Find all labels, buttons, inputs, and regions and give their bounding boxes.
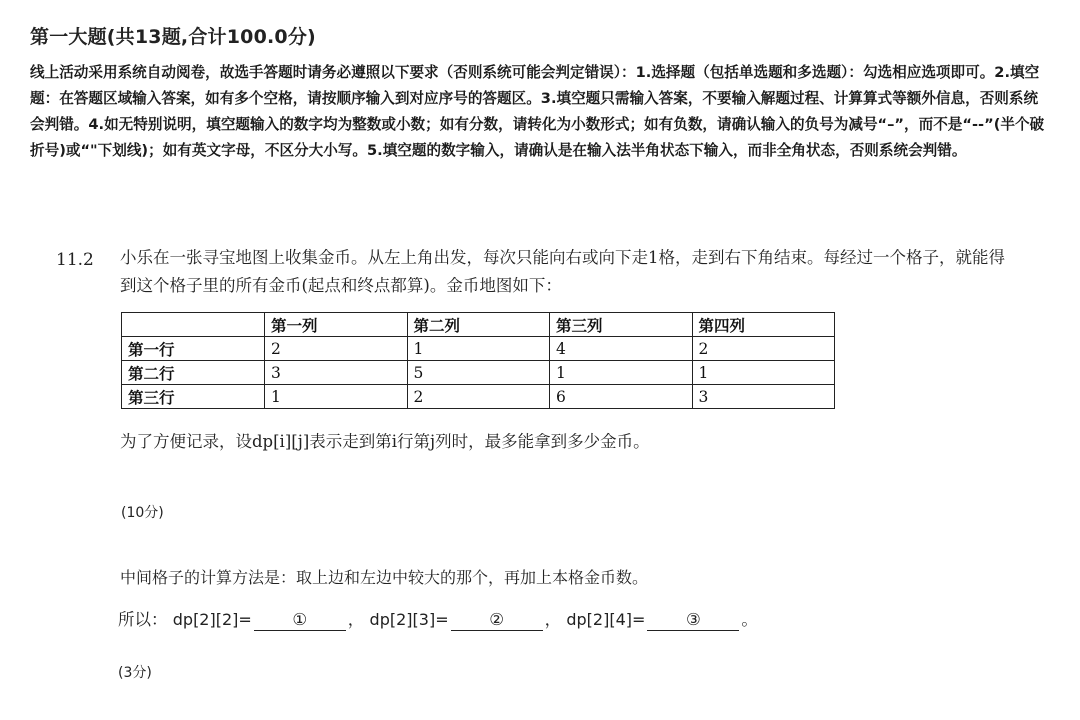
table-header-cell [122,313,265,337]
table-header-cell: 第一列 [265,313,408,337]
answer-blank-1[interactable]: ① [254,610,346,631]
table-header-cell: 第二列 [407,313,550,337]
table-cell: 1 [550,361,693,385]
dp-expression: dp[2][2]= [172,610,252,629]
instructions-text: 线上活动采用系统自动阅卷，故选手答题时请务必遵照以下要求（否则系统可能会判定错误）：1.选择题（包括单选题和多选题）：勾选相应选项即可。2.填空题：在答题区域输入答案，如有多个空格，请按顺序输入到对应序号的答题区。3.填空题只需输入答案，不要输入解题过程、计算算式等额外信息，否则系统会判错。4.如无特别说明，填空题输入的数字均为整数或小数；如有分数，请转化为小数形式；如有负数，请确认输入的负号为减号“–”，而不是“--”(半个破折号)或“"下划线)；如有英文字母，不区分大小写。5.填空题的数字输入，请确认是在输入法半角状态下输入，而非全角状态，否则系统会判错。 [30,64,1045,159]
row-label: 第一行 [122,337,265,361]
table-cell: 1 [407,337,550,361]
dp-definition-note: 为了方便记录，设dp[i][j]表示走到第i行第j列时，最多能拿到多少金币。 [120,432,650,451]
table-cell: 3 [265,361,408,385]
table-cell: 3 [692,385,835,409]
table-cell: 2 [265,337,408,361]
question-number: 11.2 [56,250,94,270]
row-label: 第三行 [122,385,265,409]
table-cell: 2 [407,385,550,409]
coin-map-table [121,312,835,409]
section-title: 第一大题(共13题,合计100.0分) [30,26,316,48]
table-row [122,385,835,409]
question-stem: 小乐在一张寻宝地图上收集金币。从左上角出发，每次只能向右或向下走1格，走到右下角结束。每经过一个格子，就能得到这个格子里的所有金币(起点和终点都算)。金币地图如下： [120,248,1005,295]
answer-blank-3[interactable]: ③ [647,610,739,631]
score-label: (3分) [118,665,152,681]
score-label: (10分) [121,505,164,521]
table-row [122,337,835,361]
answer-prefix: 所以： [118,610,168,629]
table-header-cell: 第四列 [692,313,835,337]
table-cell: 5 [407,361,550,385]
table-row [122,361,835,385]
table-cell: 1 [265,385,408,409]
calculation-method-text: 中间格子的计算方法是：取上边和左边中较大的那个，再加上本格金币数。 [120,568,649,587]
separator: ， [347,610,365,629]
table-cell: 6 [550,385,693,409]
table-header-cell: 第三列 [550,313,693,337]
separator: 。 [741,610,758,629]
table-header-row [122,313,835,337]
row-label: 第二行 [122,361,265,385]
separator: ， [544,610,562,629]
table-cell: 4 [550,337,693,361]
table-cell: 2 [692,337,835,361]
table-cell: 1 [692,361,835,385]
dp-expression: dp[2][3]= [369,610,449,629]
answer-blank-2[interactable]: ② [451,610,543,631]
dp-expression: dp[2][4]= [566,610,646,629]
answer-line [118,606,758,631]
